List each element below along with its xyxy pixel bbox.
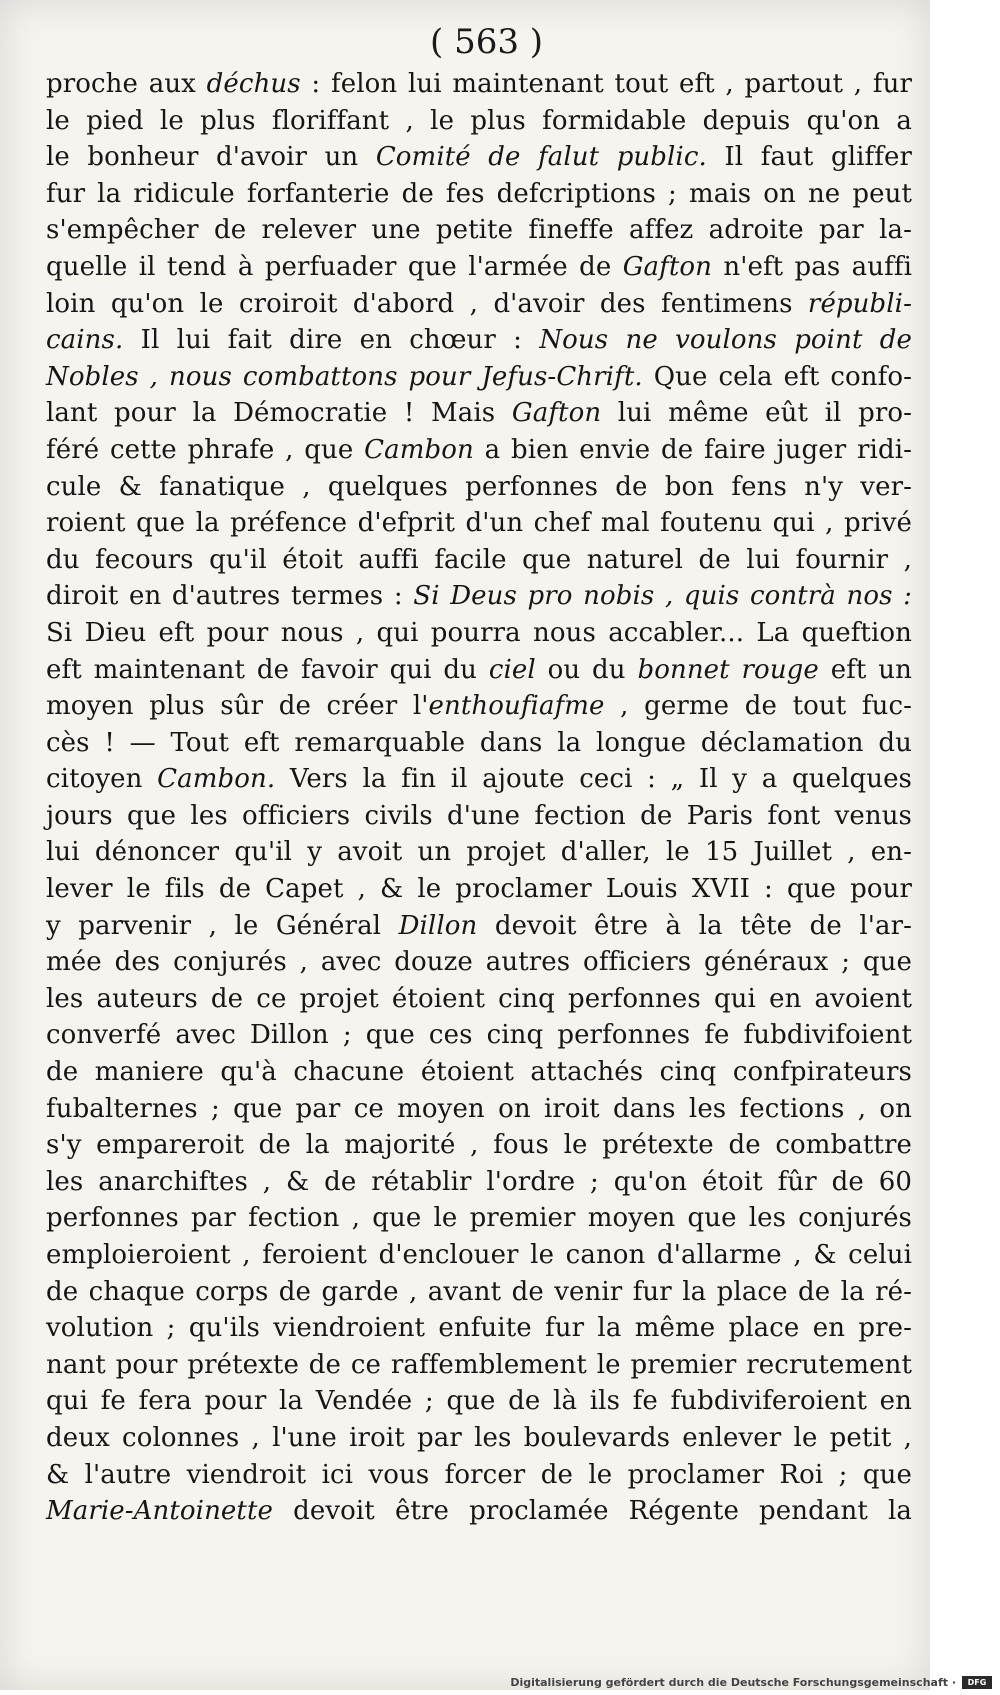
text-line — [46, 176, 912, 213]
text-segment: nant pour prétexte de ce raffemblement le premier recrutement — [46, 1349, 912, 1380]
body-text — [46, 66, 912, 1530]
footer — [510, 1676, 992, 1689]
text-segment: s'y empareroit de la majorité , fous le prétexte de combattre — [46, 1130, 912, 1161]
text-segment: n'eft pas auffi — [712, 251, 912, 282]
text-segment: cule & fanatique , quelques perfonnes de bon fens n'y ver- — [46, 471, 912, 502]
text-segment: cès ! — Tout eft remarquable dans la longue déclamation du — [46, 727, 912, 758]
text-line — [46, 688, 912, 725]
italic-text-segment: Nobles , nous combattons pour Jefus-Chrift. — [46, 361, 643, 392]
page-number: ( 563 ) — [430, 22, 544, 62]
text-line — [46, 725, 912, 762]
italic-text-segment: cains. — [46, 325, 124, 356]
text-segment: Si Dieu eft pour nous , qui pourra nous accabler... La queftion — [46, 617, 912, 648]
text-segment: a bien envie de faire juger ridi- — [473, 434, 912, 465]
text-segment: Il lui fait dire en chœur : — [123, 325, 540, 356]
text-line — [46, 1237, 912, 1274]
text-line — [46, 1420, 912, 1457]
text-segment: Il faut gliffer — [706, 142, 912, 173]
text-line — [46, 871, 912, 908]
text-segment: loin qu'on le croiroit d'abord , d'avoir des fentimens — [46, 288, 808, 319]
text-segment: emploieroient , feroient d'enclouer le canon d'allarme , & celui — [46, 1240, 912, 1270]
dfg-logo-icon: DFG — [962, 1676, 992, 1689]
text-segment: lui dénoncer qu'il y avoit un projet d'aller, le 15 Juillet , en- — [46, 837, 912, 868]
italic-text-segment: Cambon. — [157, 764, 276, 795]
text-line — [46, 1054, 912, 1091]
text-segment: les auteurs de ce projet étoient cinq perfonnes qui en avoient — [46, 983, 912, 1014]
italic-text-segment: Marie-Antoinette — [46, 1496, 273, 1527]
italic-text-segment: enthoufiafme — [428, 691, 605, 722]
text-line — [46, 286, 912, 323]
text-line — [46, 395, 912, 432]
text-segment: féré cette phrafe , que — [46, 434, 365, 465]
text-segment: qui fe fera pour la Vendée ; que de là ils fe fubdiviferoient en — [46, 1386, 912, 1417]
text-segment: lant pour la Démocratie ! Mais — [46, 398, 512, 429]
text-segment: moyen plus sûr de créer l' — [46, 691, 429, 722]
text-segment: les anarchiftes , & de rétablir l'ordre ; qu'on étoit fûr de 60 — [46, 1166, 912, 1197]
text-segment: roient que la préfence d'efprit d'un chef mal foutenu qui , privé — [46, 508, 912, 539]
text-line — [46, 359, 912, 396]
text-segment: Que cela eft confo- — [642, 361, 912, 392]
text-line — [46, 542, 912, 579]
text-line — [46, 66, 912, 103]
text-segment: diroit en d'autres termes : — [46, 581, 414, 612]
text-segment: , germe de tout fuc- — [604, 691, 912, 722]
text-line — [46, 103, 912, 140]
text-segment: ou du — [535, 654, 638, 685]
text-line — [46, 908, 912, 945]
text-line — [46, 1274, 912, 1311]
text-segment: le pied le plus floriffant , le plus formidable depuis qu'on a — [46, 105, 912, 136]
digitization-credit: Digitalisierung gefördert durch die Deutsche Forschungsgemeinschaft · — [510, 1676, 956, 1689]
italic-text-segment: Si Deus pro nobis , quis contrà nos : — [413, 581, 912, 612]
text-segment: devoit être proclamée Régente pendant la — [273, 1496, 912, 1527]
text-line — [46, 1127, 912, 1164]
text-segment: lui même eût il pro- — [601, 398, 912, 429]
text-segment: : felon lui maintenant tout eft , partout , fur — [300, 69, 912, 99]
text-segment: de chaque corps de garde , avant de venir fur la place de la ré- — [46, 1276, 912, 1307]
text-segment: jours que les officiers civils d'une fection de Paris font venus — [46, 800, 912, 831]
text-segment: Vers la fin il ajoute ceci : „ Il y a quelques — [275, 764, 912, 795]
italic-text-segment: Gafton — [622, 251, 713, 282]
italic-text-segment: Cambon — [364, 434, 474, 465]
text-line — [46, 578, 912, 615]
text-line — [46, 615, 912, 652]
text-segment: quelle il tend à perfuader que l'armée de — [46, 251, 623, 282]
text-line — [46, 761, 912, 798]
text-segment: fubalternes ; que par ce moyen on iroit dans les fections , on — [46, 1093, 912, 1124]
text-segment: deux colonnes , l'une iroit par les boulevards enlever le petit , — [46, 1422, 912, 1453]
italic-text-segment: déchus — [206, 69, 301, 99]
text-segment: le bonheur d'avoir un — [46, 142, 376, 173]
text-segment: s'empêcher de relever une petite fineffe affez adroite par la- — [46, 215, 912, 246]
text-segment: lever le fils de Capet , & le proclamer Louis XVII : que pour — [46, 874, 912, 905]
text-line — [46, 469, 912, 506]
italic-text-segment: Dillon — [398, 910, 478, 941]
text-line — [46, 1017, 912, 1054]
italic-text-segment: ciel — [488, 654, 536, 685]
text-segment: mée des conjurés , avec douze autres officiers généraux ; que — [46, 947, 912, 978]
italic-text-segment: bonnet rouge — [637, 654, 819, 685]
text-line — [46, 1457, 912, 1494]
text-line — [46, 1383, 912, 1420]
text-segment: y parvenir , le Général — [46, 910, 399, 941]
text-line — [46, 139, 912, 176]
text-line — [46, 834, 912, 871]
italic-text-segment: Gafton — [511, 398, 602, 429]
text-line — [46, 981, 912, 1018]
italic-text-segment: républi- — [807, 288, 912, 319]
text-segment: converfé avec Dillon ; que ces cinq perfonnes fe fubdivifoient — [46, 1020, 912, 1051]
italic-text-segment: Nous ne voulons point de — [539, 325, 912, 356]
text-segment: volution ; qu'ils viendroient enfuite fur la même place en pre- — [46, 1313, 912, 1344]
italic-text-segment: Comité de falut public. — [375, 142, 707, 173]
text-line — [46, 505, 912, 542]
text-line — [46, 432, 912, 469]
text-line — [46, 1493, 912, 1530]
text-segment: & l'autre viendroit ici vous forcer de le proclamer Roi ; que — [46, 1459, 912, 1490]
text-segment: eft maintenant de favoir qui du — [46, 654, 489, 685]
text-line — [46, 212, 912, 249]
text-segment: eft un — [818, 654, 912, 685]
text-segment: fur la ridicule forfanterie de fes defcriptions ; mais on ne peut — [46, 178, 912, 209]
text-line — [46, 652, 912, 689]
text-segment: devoit être à la tête de l'ar- — [477, 910, 912, 941]
text-line — [46, 1200, 912, 1237]
text-line — [46, 1091, 912, 1128]
text-line — [46, 322, 912, 359]
text-segment: proche aux — [46, 69, 207, 99]
text-segment: perfonnes par fection , que le premier moyen que les conjurés — [46, 1203, 912, 1234]
text-segment: de maniere qu'à chacune étoient attachés cinq confpirateurs — [46, 1057, 912, 1088]
text-line — [46, 798, 912, 835]
text-segment: du fecours qu'il étoit auffi facile que naturel de lui fournir , — [46, 544, 912, 575]
text-line — [46, 1164, 912, 1201]
text-segment: citoyen — [46, 764, 158, 795]
text-line — [46, 944, 912, 981]
text-line — [46, 1347, 912, 1384]
text-line — [46, 1310, 912, 1347]
text-line — [46, 249, 912, 286]
